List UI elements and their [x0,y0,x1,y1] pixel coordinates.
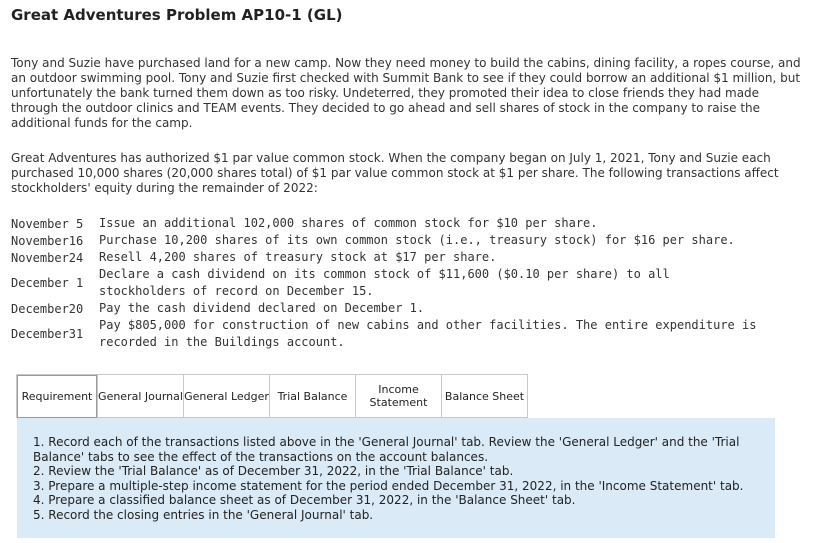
transaction-description: Issue an additional 102,000 shares of common stock for $10 per share. [99,216,598,230]
intro-paragraph-1: Tony and Suzie have purchased land for a new camp. Now they need money to build the cabins, dining facility, a ropes course, and an outdoor swimming pool. Tony and Suzie first checked with Summit Bank to see if they could borrow an additional $1 million, but unfortunately the bank turned them down as too risky. Undeterred, they promoted their idea to close friends they had made through the outdoor clinics and TEAM events. They decided to go ahead and sell shares of stock in the company to raise the additional funds for the camp. [11,56,801,130]
transaction-row [11,317,811,351]
tab-requirement[interactable]: Requirement [16,374,98,418]
transaction-description: Purchase 10,200 shares of its own common stock (i.e., treasury stock) for $16 per share. [99,233,735,247]
transaction-date: December 1 [11,276,84,290]
requirement-item: 2. Review the 'Trial Balance' as of December 31, 2022, in the 'Trial Balance' tab. [33,464,514,478]
transaction-description: Pay the cash dividend declared on December 1. [99,301,425,315]
transaction-description: Declare a cash dividend on its common stock of $11,600 ($0.10 per share) to all stockholders of record on December 15. [99,267,670,298]
transaction-description: Pay $805,000 for construction of new cabins and other facilities. The entire expenditure is recorded in the Buildings account. [99,318,757,349]
transaction-date: December20 [11,301,84,316]
transaction-description: Resell 4,200 shares of treasury stock at $17 per share. [99,250,497,264]
transaction-row [11,232,811,249]
tab-bar [16,374,528,418]
tab-general-journal[interactable]: General Journal [98,374,184,418]
transaction-row [11,249,811,266]
requirement-item: 4. Prepare a classified balance sheet as of December 31, 2022, in the 'Balance Sheet' tab. [33,493,576,507]
requirement-item: 3. Prepare a multiple-step income statement for the period ended December 31, 2022, in the 'Income Statement' tab. [33,478,744,493]
tab-general-ledger[interactable]: General Ledger [184,374,270,418]
tab-income-statement[interactable]: Income Statement [356,374,442,418]
tab-trial-balance[interactable]: Trial Balance [270,374,356,418]
transaction-date: November24 [11,250,84,265]
requirement-panel [17,418,775,538]
transaction-row [11,300,811,317]
requirement-item: 5. Record the closing entries in the 'General Journal' tab. [33,507,374,522]
transaction-row [11,215,811,232]
transaction-date: November16 [11,233,84,248]
transaction-row [11,266,811,300]
page-title: Great Adventures Problem AP10-1 (GL) [11,6,343,24]
transaction-date: November 5 [11,216,84,231]
transactions-list [11,215,811,351]
tab-balance-sheet[interactable]: Balance Sheet [442,374,528,418]
intro-paragraph-2: Great Adventures has authorized $1 par value common stock. When the company began on July 1, 2021, Tony and Suzie each purchased 10,000 shares (20,000 shares total) of $1 par value common stock at $1 per share. The following transactions affect stockholders' equity during the remainder of 2022: [11,151,779,195]
requirement-item: 1. Record each of the transactions listed above in the 'General Journal' tab. Review the 'General Ledger' and the 'Trial Balance' tabs to see the effect of the transactions on the account balances. [33,435,740,464]
transaction-date: December31 [11,327,84,341]
